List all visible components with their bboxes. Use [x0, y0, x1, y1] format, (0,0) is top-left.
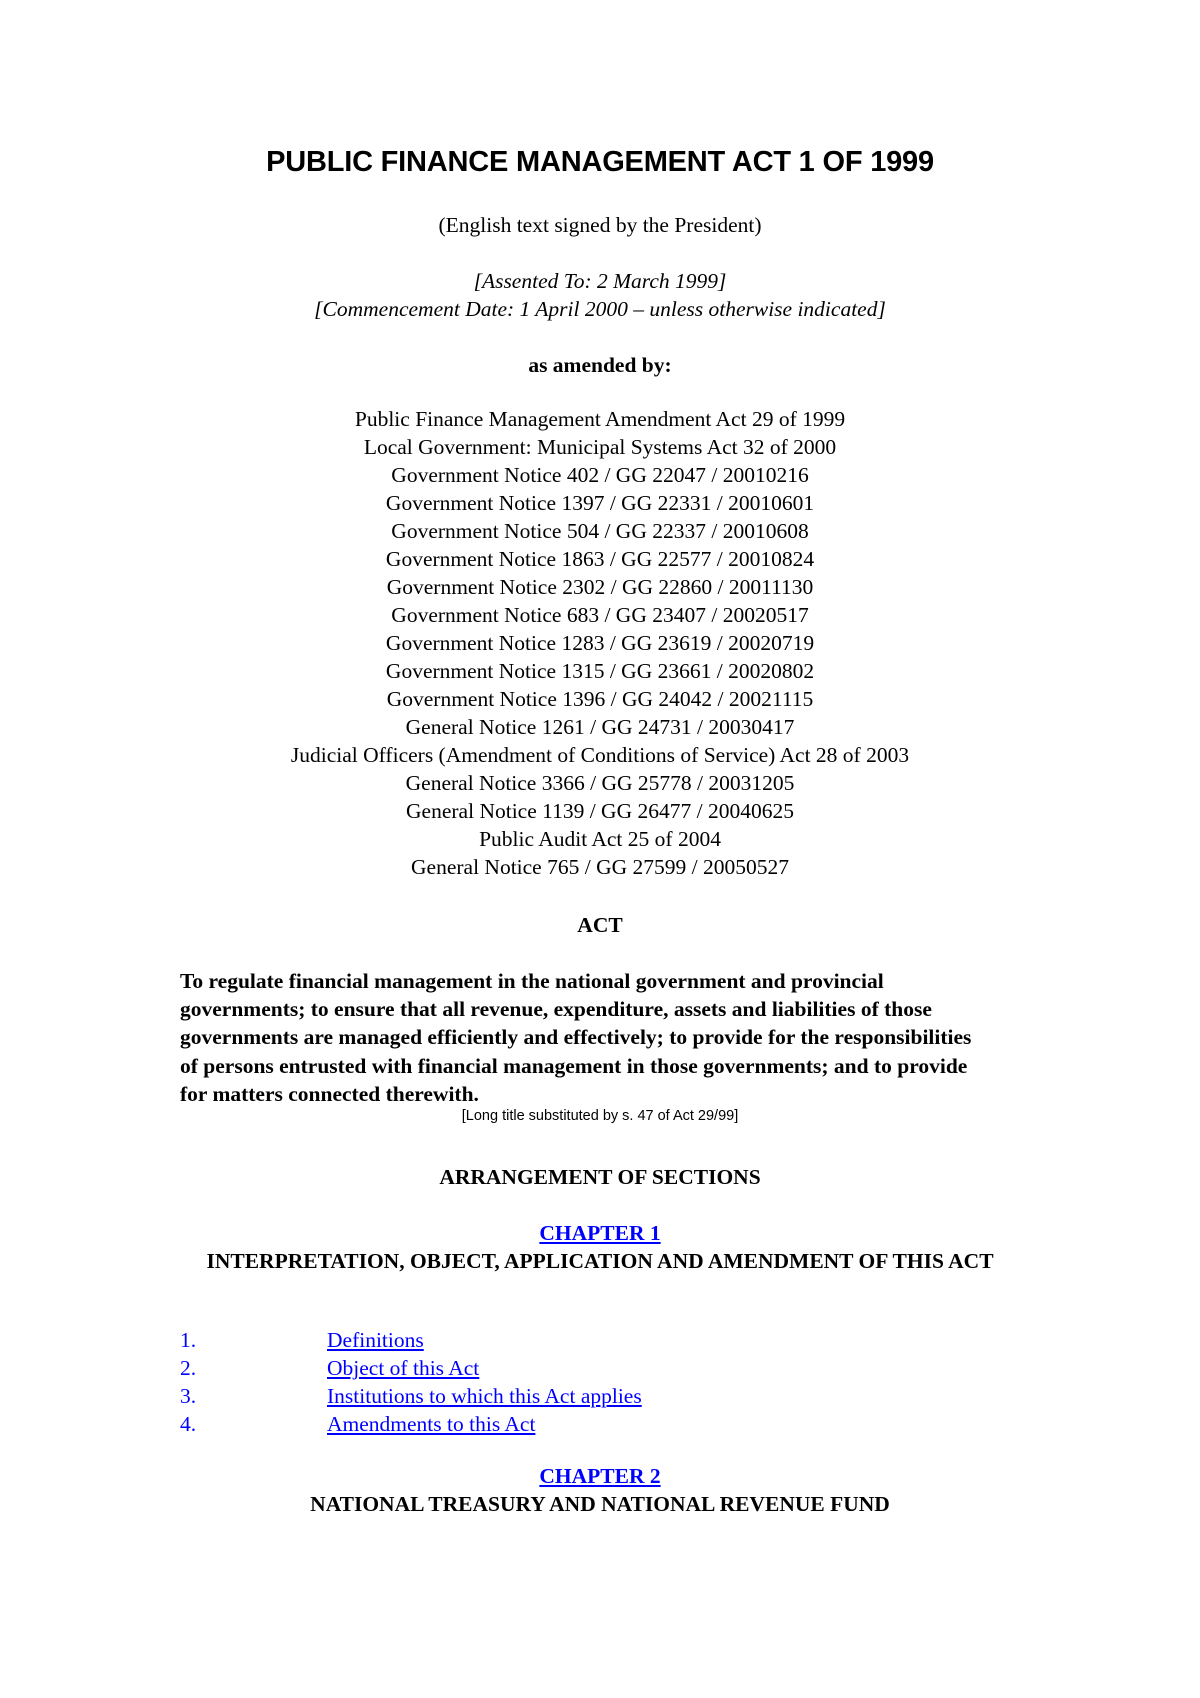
section-title: Institutions to which this Act applies: [327, 1384, 642, 1408]
amendment-item: Government Notice 504 / GG 22337 / 20010608: [391, 519, 809, 543]
amendment-item: General Notice 3366 / GG 25778 / 20031205: [405, 771, 795, 795]
section-link-1[interactable]: [180, 1326, 642, 1354]
section-title: Object of this Act: [327, 1356, 480, 1380]
commencement-date: [Commencement Date: 1 April 2000 – unless otherwise indicated]: [314, 297, 886, 321]
amendment-item: Government Notice 1863 / GG 22577 / 20010824: [385, 547, 815, 571]
amended-by-label: as amended by:: [528, 353, 672, 377]
amendment-item: Public Finance Management Amendment Act 29 of 1999: [354, 407, 846, 431]
long-title: To regulate financial management in the national government and provincial governments; to ensure that all revenue, expenditure, assets and liabilities of those governments are managed efficiently and effectively; to provide for the responsibilities of persons entrusted with financial management in those governments; and to provide for matters connected therewith.: [180, 969, 972, 1106]
chapter-1-heading: [180, 1219, 1020, 1247]
long-title-note: [Long title substituted by s. 47 of Act 29/99]: [461, 1108, 739, 1124]
section-number: 1.: [180, 1328, 197, 1352]
amendment-item: General Notice 765 / GG 27599 / 20050527: [411, 855, 789, 879]
amendment-item: Government Notice 1397 / GG 22331 / 20010601: [385, 491, 815, 515]
chapter-2-title: NATIONAL TREASURY AND NATIONAL REVENUE FUND: [310, 1492, 890, 1516]
chapter-1-sections: [180, 1326, 642, 1438]
section-number: 2.: [180, 1356, 197, 1380]
chapter-2-link[interactable]: CHAPTER 2: [539, 1464, 661, 1488]
arrangement-heading: ARRANGEMENT OF SECTIONS: [439, 1165, 761, 1189]
chapter-2-heading: [180, 1462, 1020, 1490]
section-link-2[interactable]: [180, 1354, 642, 1382]
amendment-item: General Notice 1139 / GG 26477 / 20040625: [406, 799, 794, 823]
amendment-item: Government Notice 1396 / GG 24042 / 20021115: [386, 687, 814, 711]
document-subtitle: (English text signed by the President): [438, 213, 762, 237]
section-title: Amendments to this Act: [327, 1412, 536, 1436]
amendment-item: Local Government: Municipal Systems Act 32 of 2000: [363, 435, 837, 459]
amendment-item: Government Notice 2302 / GG 22860 / 20011130: [386, 575, 814, 599]
chapter-1-title: INTERPRETATION, OBJECT, APPLICATION AND AMENDMENT OF THIS ACT: [206, 1249, 994, 1273]
section-number: 3.: [180, 1384, 197, 1408]
act-heading: ACT: [577, 913, 623, 937]
assented-date: [Assented To: 2 March 1999]: [473, 269, 727, 293]
amendments-list: [180, 405, 1020, 881]
section-link-4[interactable]: [180, 1410, 642, 1438]
amendment-item: Judicial Officers (Amendment of Conditions of Service) Act 28 of 2003: [290, 743, 910, 767]
amendment-item: General Notice 1261 / GG 24731 / 20030417: [405, 715, 795, 739]
chapter-1-link[interactable]: CHAPTER 1: [539, 1221, 661, 1245]
section-title: Definitions: [327, 1328, 424, 1352]
document-title: PUBLIC FINANCE MANAGEMENT ACT 1 OF 1999: [266, 146, 934, 178]
amendment-item: Government Notice 1315 / GG 23661 / 20020802: [385, 659, 815, 683]
amendment-item: Government Notice 683 / GG 23407 / 20020517: [391, 603, 809, 627]
section-link-3[interactable]: [180, 1382, 642, 1410]
section-number: 4.: [180, 1412, 197, 1436]
amendment-item: Public Audit Act 25 of 2004: [479, 827, 721, 851]
amendment-item: Government Notice 402 / GG 22047 / 20010216: [391, 463, 809, 487]
amendment-item: Government Notice 1283 / GG 23619 / 20020719: [385, 631, 815, 655]
